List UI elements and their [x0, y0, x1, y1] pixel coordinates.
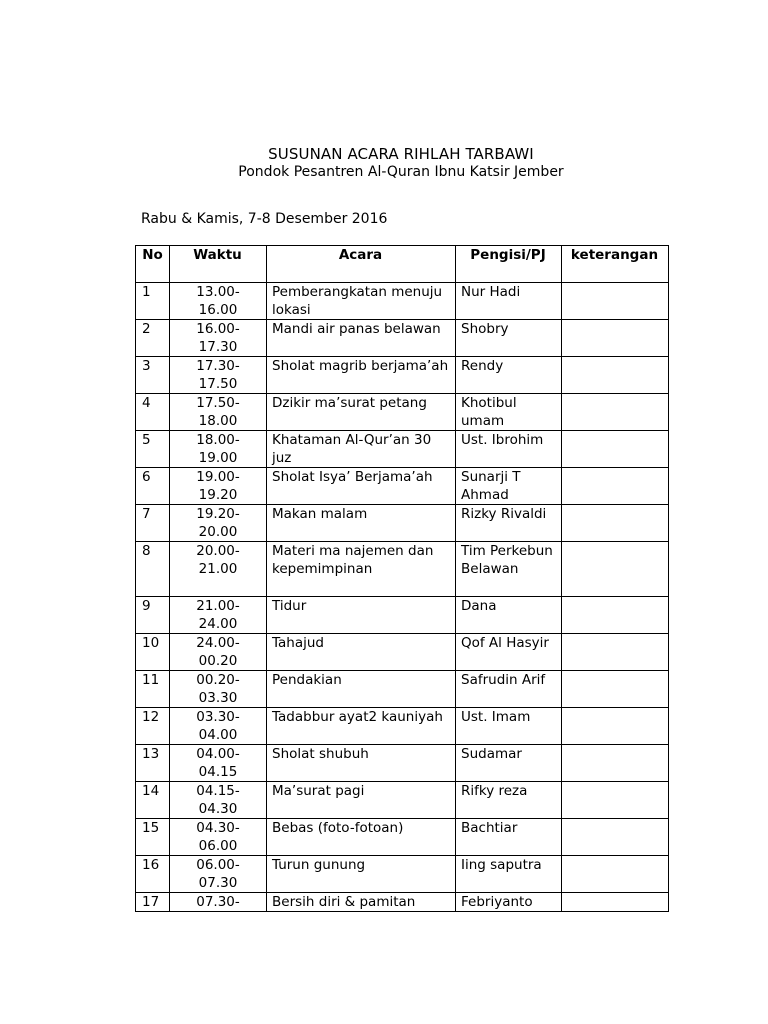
cell-pengisi: Sudamar: [456, 745, 562, 782]
table-row: [136, 782, 669, 819]
cell-acara: Bersih diri & pamitan: [267, 893, 456, 912]
cell-no: 6: [136, 468, 170, 505]
cell-no: 12: [136, 708, 170, 745]
cell-acara: Khataman Al-Qur’an 30 juz: [267, 431, 456, 468]
cell-keterangan: [562, 394, 669, 431]
cell-pengisi: Febriyanto: [456, 893, 562, 912]
cell-waktu: 06.00-07.30: [170, 856, 267, 893]
document-subtitle: Pondok Pesantren Al-Quran Ibnu Katsir Jember: [238, 164, 564, 180]
cell-acara: Sholat Isya’ Berjama’ah: [267, 468, 456, 505]
cell-waktu: 04.30-06.00: [170, 819, 267, 856]
cell-pengisi: Rizky Rivaldi: [456, 505, 562, 542]
cell-no: 5: [136, 431, 170, 468]
cell-waktu: 24.00-00.20: [170, 634, 267, 671]
header-keterangan: keterangan: [562, 246, 669, 283]
cell-no: 11: [136, 671, 170, 708]
cell-pengisi: Ust. Ibrohim: [456, 431, 562, 468]
cell-no: 15: [136, 819, 170, 856]
table-row: [136, 819, 669, 856]
cell-keterangan: [562, 856, 669, 893]
cell-acara: Tadabbur ayat2 kauniyah: [267, 708, 456, 745]
cell-no: 7: [136, 505, 170, 542]
cell-keterangan: [562, 468, 669, 505]
cell-acara: Dzikir ma’surat petang: [267, 394, 456, 431]
document-title: SUSUNAN ACARA RIHLAH TARBAWI: [268, 145, 534, 163]
cell-pengisi: Sunarji T Ahmad: [456, 468, 562, 505]
cell-keterangan: [562, 634, 669, 671]
cell-waktu: 16.00-17.30: [170, 320, 267, 357]
cell-no: 17: [136, 893, 170, 912]
event-date: Rabu & Kamis, 7-8 Desember 2016: [141, 211, 388, 227]
cell-pengisi: Khotibul umam: [456, 394, 562, 431]
table-row: [136, 893, 669, 912]
cell-pengisi: Nur Hadi: [456, 283, 562, 320]
cell-waktu: 04.00-04.15: [170, 745, 267, 782]
cell-keterangan: [562, 542, 669, 597]
cell-pengisi: Safrudin Arif: [456, 671, 562, 708]
cell-waktu: 17.30-17.50: [170, 357, 267, 394]
cell-waktu: 20.00-21.00: [170, 542, 267, 597]
cell-pengisi: Tim Perkebun Belawan: [456, 542, 562, 597]
cell-waktu: 00.20-03.30: [170, 671, 267, 708]
cell-acara: Sholat magrib berjama’ah: [267, 357, 456, 394]
cell-pengisi: Rendy: [456, 357, 562, 394]
cell-pengisi: Dana: [456, 597, 562, 634]
cell-keterangan: [562, 745, 669, 782]
cell-acara: Tidur: [267, 597, 456, 634]
cell-waktu: 18.00-19.00: [170, 431, 267, 468]
table-row: [136, 468, 669, 505]
schedule-table: [135, 245, 669, 912]
table-row: [136, 394, 669, 431]
cell-no: 16: [136, 856, 170, 893]
table-row: [136, 357, 669, 394]
cell-no: 2: [136, 320, 170, 357]
cell-waktu: 03.30-04.00: [170, 708, 267, 745]
cell-acara: Tahajud: [267, 634, 456, 671]
cell-pengisi: Bachtiar: [456, 819, 562, 856]
cell-keterangan: [562, 819, 669, 856]
cell-pengisi: Qof Al Hasyir: [456, 634, 562, 671]
cell-waktu: 17.50-18.00: [170, 394, 267, 431]
header-row: [136, 246, 669, 283]
cell-waktu: 07.30-: [170, 893, 267, 912]
cell-no: 10: [136, 634, 170, 671]
cell-keterangan: [562, 893, 669, 912]
header-waktu: Waktu: [170, 246, 267, 283]
table-row: [136, 708, 669, 745]
cell-keterangan: [562, 597, 669, 634]
table-row: [136, 671, 669, 708]
table-row: [136, 856, 669, 893]
cell-acara: Pendakian: [267, 671, 456, 708]
table-row: [136, 320, 669, 357]
cell-pengisi: Ust. Imam: [456, 708, 562, 745]
cell-acara: Materi ma najemen dan kepemimpinan: [267, 542, 456, 597]
table-row: [136, 283, 669, 320]
cell-no: 4: [136, 394, 170, 431]
header-pengisi: Pengisi/PJ: [456, 246, 562, 283]
table-row: [136, 505, 669, 542]
table-row: [136, 542, 669, 597]
cell-waktu: 19.20-20.00: [170, 505, 267, 542]
cell-pengisi: Shobry: [456, 320, 562, 357]
cell-waktu: 13.00-16.00: [170, 283, 267, 320]
table-row: [136, 745, 669, 782]
table-row: [136, 597, 669, 634]
cell-waktu: 21.00-24.00: [170, 597, 267, 634]
cell-acara: Turun gunung: [267, 856, 456, 893]
cell-waktu: 19.00-19.20: [170, 468, 267, 505]
cell-acara: Makan malam: [267, 505, 456, 542]
cell-acara: Mandi air panas belawan: [267, 320, 456, 357]
cell-keterangan: [562, 283, 669, 320]
header-no: No: [136, 246, 170, 283]
cell-no: 13: [136, 745, 170, 782]
table-row: [136, 431, 669, 468]
cell-acara: Sholat shubuh: [267, 745, 456, 782]
cell-pengisi: Iing saputra: [456, 856, 562, 893]
cell-keterangan: [562, 320, 669, 357]
cell-no: 9: [136, 597, 170, 634]
cell-keterangan: [562, 357, 669, 394]
table-row: [136, 634, 669, 671]
cell-keterangan: [562, 505, 669, 542]
cell-acara: Pemberangkatan menuju lokasi: [267, 283, 456, 320]
cell-acara: Ma’surat pagi: [267, 782, 456, 819]
cell-pengisi: Rifky reza: [456, 782, 562, 819]
cell-acara: Bebas (foto-fotoan): [267, 819, 456, 856]
cell-waktu: 04.15-04.30: [170, 782, 267, 819]
cell-keterangan: [562, 431, 669, 468]
cell-no: 1: [136, 283, 170, 320]
cell-keterangan: [562, 671, 669, 708]
cell-no: 3: [136, 357, 170, 394]
cell-keterangan: [562, 782, 669, 819]
cell-no: 14: [136, 782, 170, 819]
cell-keterangan: [562, 708, 669, 745]
header-acara: Acara: [267, 246, 456, 283]
cell-no: 8: [136, 542, 170, 597]
